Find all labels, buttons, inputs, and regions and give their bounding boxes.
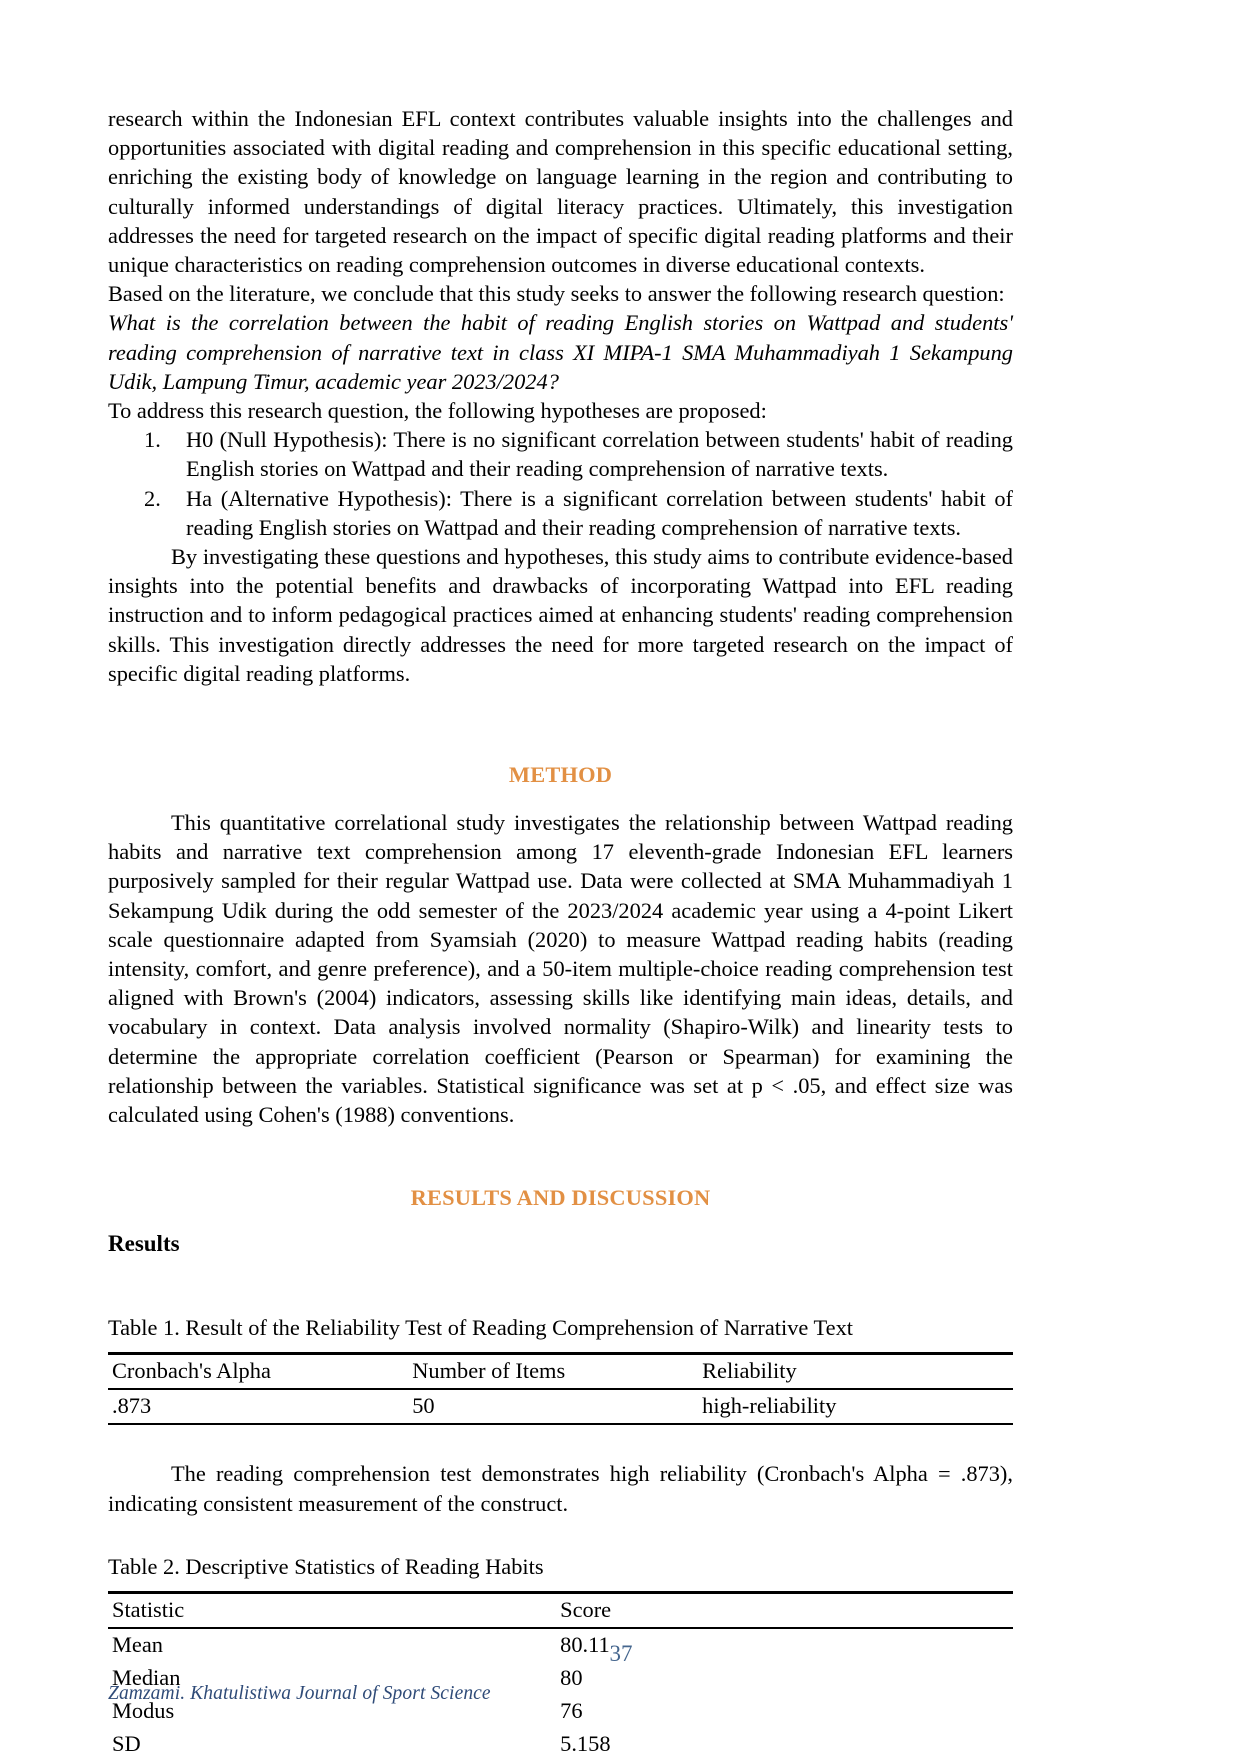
table2-cell: Mean <box>112 1631 163 1657</box>
table2-cell: Median <box>112 1664 181 1690</box>
table1-col-header: Cronbach's Alpha <box>108 1355 408 1389</box>
table2-cell: 80 <box>560 1664 583 1690</box>
spacer <box>108 788 1013 808</box>
table2-cell: 76 <box>560 1697 583 1723</box>
table2-col-header: Score <box>556 1594 1013 1628</box>
paragraph-after-table1: The reading comprehension test demonstrates high reliability (Cronbach's Alpha = .873), indicating consistent measurement of the construct. <box>108 1461 1013 1516</box>
spacer <box>108 1129 1013 1185</box>
table1-cell: 50 <box>408 1389 698 1424</box>
table2-cell: 80.11 <box>560 1631 610 1657</box>
table2-caption: Table 2. Descriptive Statistics of Reading Habits <box>108 1553 544 1579</box>
spacer <box>108 1257 1013 1313</box>
section-heading-method: METHOD <box>508 762 613 788</box>
hypotheses-list <box>108 425 1013 542</box>
spacer <box>108 688 1013 762</box>
table1-body <box>108 1389 1013 1424</box>
spacer <box>108 1211 1013 1231</box>
table-row <box>108 1728 1013 1761</box>
table1-col-header: Number of Items <box>408 1355 698 1389</box>
spacer <box>108 1425 1013 1459</box>
table2-cell: SD <box>112 1730 141 1756</box>
list-item: Ha (Alternative Hypothesis): There is a significant correlation between students' habit of reading English stories on Wattpad and their reading comprehension of narrative texts. <box>186 485 1013 540</box>
table1-cell: .873 <box>108 1389 408 1424</box>
paragraph-intro: research within the Indonesian EFL context contributes valuable insights into the challenges and opportunities associated with digital reading and comprehension in this specific educational setting, enriching the existing body of knowledge on language learning in the region and contributing to culturally informed understandings of digital literacy practices. Ultimately, this investigation addresses the need for targeted research on the impact of specific digital reading platforms and their unique characteristics on reading comprehension outcomes in diverse educational contexts. <box>108 106 1013 278</box>
spacer <box>108 1518 1013 1552</box>
table2-cell: Modus <box>112 1697 175 1723</box>
paragraph-closing: By investigating these questions and hypotheses, this study aims to contribute evidence-based insights into the potential benefits and drawbacks of incorporating Wattpad into EFL reading instruction and to inform pedagogical practices aimed at enhancing students' reading comprehension skills. This investigation directly addresses the need for more targeted research on the impact of specific digital reading platforms. <box>108 544 1013 686</box>
table-row <box>108 1389 1013 1424</box>
page-number: 37 <box>609 1641 633 1666</box>
paragraph-method: This quantitative correlational study investigates the relationship between Wattpad reading habits and narrative text comprehension among 17 eleventh-grade Indonesian EFL learners purposively sampled for their regular Wattpad use. Data were collected at SMA Muhammadiyah 1 Sekampung Udik during the odd semester of the 2023/2024 academic year using a 4-point Likert scale questionnaire adapted from Syamsiah (2020) to measure Wattpad reading habits (reading intensity, comfort, and genre preference), and a 50-item multiple-choice reading comprehension test aligned with Brown's (2004) indicators, assessing skills like identifying main ideas, details, and vocabulary in context. Data analysis involved normality (Shapiro-Wilk) and linearity tests to determine the appropriate correlation coefficient (Pearson or Spearman) for examining the relationship between the variables. Statistical significance was set at p < .05, and effect size was calculated using Cohen's (1988) conventions. <box>108 810 1013 1128</box>
table2-header-row <box>108 1594 1013 1628</box>
table-reliability <box>108 1352 1013 1425</box>
page-content <box>108 104 1013 1761</box>
subheading-results: Results <box>108 1231 180 1257</box>
research-question: What is the correlation between the habit of reading English stories on Wattpad and students' reading comprehension of narrative text in class XI MIPA-1 SMA Muhammadiyah 1 Sekampung Udik, Lampung Timur, academic year 2023/2024? <box>108 310 1013 394</box>
paragraph-hypotheses-intro: To address this research question, the following hypotheses are proposed: <box>108 398 767 424</box>
table1-cell: high-reliability <box>698 1389 1013 1424</box>
table1-header-row <box>108 1355 1013 1389</box>
footer-journal-name: Zamzami. Khatulistiwa Journal of Sport Science <box>108 1683 491 1704</box>
table2-head <box>108 1592 1013 1628</box>
paragraph-literature: Based on the literature, we conclude that this study seeks to answer the following research question: <box>108 281 1005 307</box>
table2-col-header: Statistic <box>108 1594 556 1628</box>
spacer <box>108 1342 1013 1352</box>
section-heading-results: RESULTS AND DISCUSSION <box>410 1185 711 1211</box>
table1-caption: Table 1. Result of the Reliability Test of Reading Comprehension of Narrative Text <box>108 1315 854 1341</box>
spacer <box>108 1581 1013 1591</box>
table1-col-header: Reliability <box>698 1355 1013 1389</box>
list-item: H0 (Null Hypothesis): There is no significant correlation between students' habit of reading English stories on Wattpad and their reading comprehension of narrative texts. <box>186 427 1013 482</box>
table2-cell: 5.158 <box>560 1730 611 1756</box>
table1-head <box>108 1354 1013 1390</box>
table-descriptive-statistics <box>108 1591 1013 1761</box>
